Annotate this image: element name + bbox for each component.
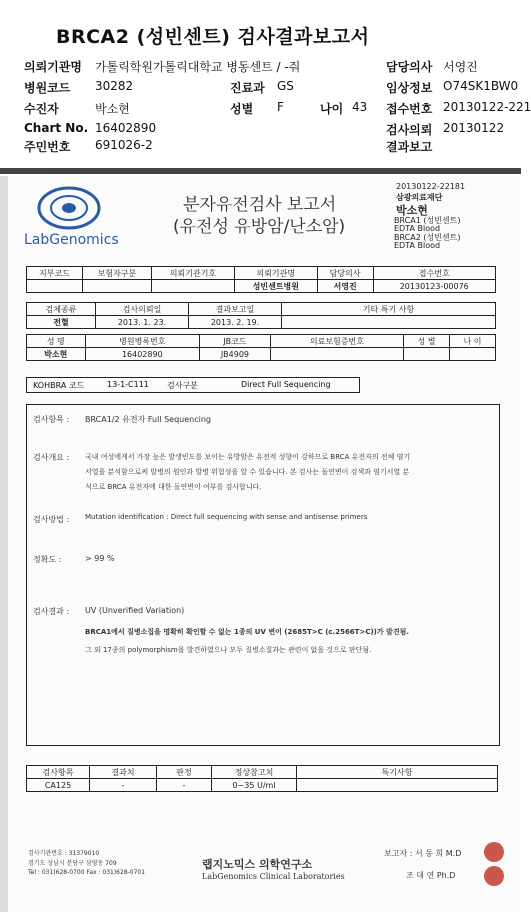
table-header: 의뢰기관명 [234, 267, 317, 280]
field-label: 성별 [230, 102, 254, 116]
table-cell: CA125 [27, 779, 90, 792]
table-header: 의뢰기관기호 [152, 267, 235, 280]
kohbra-label: KOHBRA 코드 [33, 381, 85, 390]
test-type-value: Direct Full Sequencing [241, 380, 331, 389]
kohbra-code: 13-1-C111 [107, 380, 149, 389]
table-header: 성 별 [404, 335, 450, 348]
field-value: 691026-2 [95, 138, 153, 152]
table-cell [282, 316, 496, 329]
table-header: 병원병록번호 [85, 335, 200, 348]
result-line: UV (Unverified Variation) [85, 606, 185, 615]
kohbra-row [26, 377, 360, 393]
field-label: 나이 [320, 102, 344, 116]
stamp-line: 삼광의료재단 [396, 193, 443, 202]
stamp-line: 20130122-22181 [396, 182, 466, 191]
result-line: 그 외 17종의 polymorphism을 발견하였으나 모두 질병소질과는 관련이 없을 것으로 판단됨. [85, 646, 372, 654]
footer-line: Tel : 031)628-0700 Fax : 031)628-0701 [28, 869, 146, 876]
table-cell: 2013. 1. 23. [96, 316, 189, 329]
field-label: 담당의사 [386, 60, 433, 74]
seal-icon [484, 866, 504, 886]
table-cell [82, 280, 151, 293]
patient-name-table [26, 334, 496, 361]
table-header: 결과보고일 [189, 303, 282, 316]
item-value: BRCA1/2 유전자 Full Sequencing [85, 415, 211, 424]
report-title: 분자유전검사 보고서 [183, 195, 337, 215]
field-value: GS [277, 79, 294, 93]
field-value: 43 [352, 100, 368, 114]
table-header: 보험자구분 [82, 267, 151, 280]
table-header: 정상참고치 [212, 766, 297, 779]
overview-label: 검사개요 : [33, 453, 70, 462]
table-header: 담당의사 [317, 267, 373, 280]
stamp-line: BRCA2 (성빈센트) [394, 233, 461, 242]
table-cell: 성빈센트병원 [234, 280, 317, 293]
result-line: BRCA1에서 질병소집을 명확히 확인할 수 없는 1종의 UV 변이 (2685T>C (c.2566T>C))가 발견됨. [85, 628, 410, 636]
field-label: 접수번호 [386, 102, 433, 116]
table-cell [404, 348, 450, 361]
field-value: O74SK1BW0 [443, 79, 519, 93]
table-cell [270, 348, 403, 361]
table-cell: 16402890 [85, 348, 200, 361]
table-header: 판정 [157, 766, 212, 779]
field-label: 검사의뢰 [386, 123, 433, 137]
stamp-line: 박소현 [396, 204, 428, 217]
method-value: Mutation identification : Direct full sequencing with sense and antisense primers [85, 513, 368, 521]
specimen-info-table [26, 302, 496, 329]
table-cell: - [90, 779, 157, 792]
table-cell [450, 348, 496, 361]
logo-text: LabGenomics [24, 232, 119, 248]
labgenomics-logo-icon [24, 186, 114, 236]
field-value: F [277, 100, 284, 114]
table-header: 특기사항 [297, 766, 498, 779]
table-header: 검사항목 [27, 766, 90, 779]
stamp-line: BRCA1 (성빈센트) [394, 216, 461, 225]
table-cell: 2013. 2. 19. [189, 316, 282, 329]
field-label: 병원코드 [24, 81, 71, 95]
seal-icon [484, 842, 504, 862]
field-label: 수진자 [24, 102, 59, 116]
table-cell: JB4909 [200, 348, 271, 361]
field-value: 가톨릭학원가톨릭대학교 병동센트 / -줘 [95, 60, 301, 74]
field-value: 20130122-221 [443, 100, 531, 114]
table-header: 검체종류 [27, 303, 96, 316]
field-value: 16402890 [95, 121, 157, 135]
table-header: 나 이 [450, 335, 496, 348]
table-cell: 서영진 [317, 280, 373, 293]
page-title: BRCA2 (성빈센트) 검사결과보고서 [56, 26, 370, 48]
table-header: 결과치 [90, 766, 157, 779]
result-label: 검사결과 : [33, 607, 70, 616]
table-cell: 20130123-00076 [373, 280, 496, 293]
test-type-label: 검사구분 [167, 381, 198, 390]
accuracy-value: > 99 % [85, 554, 115, 563]
field-value: 30282 [95, 79, 134, 93]
item-label: 검사항목 : [33, 415, 70, 424]
lab-name-ko: 랩지노믹스 의학연구소 [202, 858, 313, 871]
divider [0, 168, 521, 174]
field-value: 20130122 [443, 121, 505, 135]
patient-info-table [26, 266, 496, 293]
table-header: 의료보험증번호 [270, 335, 403, 348]
lab-name-en: LabGenomics Clinical Laboratories [202, 872, 345, 881]
overview-line: 석으로 BRCA 유전자에 대한 돌연변이 여부를 검사합니다. [85, 483, 262, 491]
field-label: 의뢰기관명 [24, 60, 82, 74]
table-cell [297, 779, 498, 792]
table-header: 성 명 [27, 335, 86, 348]
table-header: 검사의뢰일 [96, 303, 189, 316]
table-cell: 0~35 U/ml [212, 779, 297, 792]
table-cell [27, 280, 83, 293]
overview-line: 국내 여성에게서 가장 높은 발생빈도를 보이는 유방암은 유전적 성향이 강하므로 BRCA 유전자의 전체 염기 [85, 453, 411, 461]
reporter: 보고자 : 서 동 희 M.D [384, 849, 462, 858]
field-label: 진료과 [230, 81, 265, 95]
reporter: 조 대 연 Ph.D [406, 871, 456, 880]
scan-edge [0, 176, 8, 912]
table-header: JB코드 [200, 335, 271, 348]
footer-line: 경기도 성남시 분당구 삼평동 709 [28, 860, 117, 867]
table-cell: 박소현 [27, 348, 86, 361]
table-header: 접수번호 [373, 267, 496, 280]
stamp-line: EDTA Blood [394, 224, 441, 233]
accuracy-label: 정확도 : [33, 555, 62, 564]
table-cell [152, 280, 235, 293]
field-label: 주민번호 [24, 140, 71, 154]
stamp-line: EDTA Blood [394, 241, 441, 250]
marker-table [26, 765, 498, 792]
field-value: 서영진 [443, 60, 478, 74]
overview-line: 서열을 분석함으로써 발병의 원인과 발병 위험성을 알 수 있습니다. 본 검사는 돌연변이 검색과 염기서열 분 [85, 468, 410, 476]
field-label: Chart No. [24, 121, 89, 135]
method-label: 검사방법 : [33, 515, 70, 524]
table-cell: 전혈 [27, 316, 96, 329]
footer-line: 검사기관번호 : 31379010 [28, 850, 100, 857]
field-value: 박소현 [95, 102, 130, 116]
table-cell: - [157, 779, 212, 792]
table-header: 지부코드 [27, 267, 83, 280]
table-header: 기타 특기 사항 [282, 303, 496, 316]
field-label: 결과보고 [386, 140, 433, 154]
field-label: 임상정보 [386, 81, 433, 95]
report-subtitle: (유전성 유방암/난소암) [173, 217, 346, 237]
